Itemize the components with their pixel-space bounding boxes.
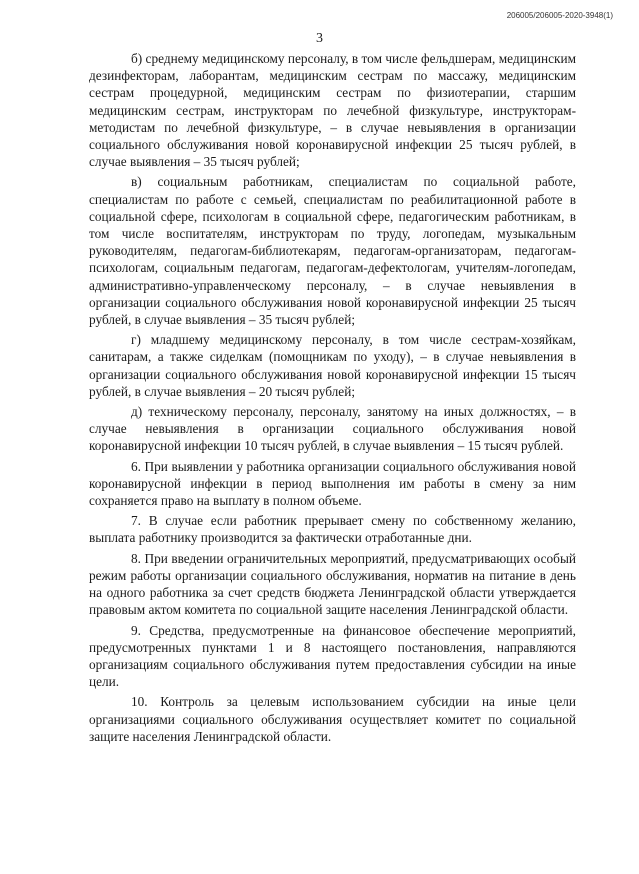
paragraph-b-medical-staff: б) среднему медицинскому персоналу, в том числе фельдшерам, медицинским дезинфекторам, лаборантам, медицинским сестрам по массажу, медицинским сестрам процедурной, медицинским сестрам по физиотерапии, старшим медицинским сестрам, инструкторам по лечебной физкультуре, инструкторам-методистам по лечебной физкультуре, – в случае невыявления в организации социального обслуживания новой коронавирусной инфекции 25 тысяч рублей, в случае выявления – 35 тысяч рублей; [89,51,576,170]
paragraph-v-social-workers: в) социальным работникам, специалистам по социальной работе, специалистам по работе с семьей, специалистам по реабилитационной работе в социальной сфере, психологам в социальной сфере, педагогическим работникам, в том числе воспитателям, инструкторам по труду, логопедам, музыкальным руководителям, педагогам-библиотекарям, педагогам-организаторам, педагогам-психологам, социальным педагогам, педагогам-дефектологам, учителям-логопедам, административно-управленческому персоналу, – в случае невыявления в организации социального обслуживания новой коронавирусной инфекции 25 тысяч рублей, в случае выявления – 35 тысяч рублей; [89,174,576,328]
page-number: 3 [316,31,323,46]
paragraph-g-junior-medical-staff: г) младшему медицинскому персоналу, в том числе сестрам-хозяйкам, санитарам, а также сиделкам (помощникам по уходу), – в случае невыявления в организации социального обслуживания новой коронавирусной инфекции 15 тысяч рублей, в случае выявления – 20 тысяч рублей; [89,332,576,399]
paragraph-6: 6. При выявлении у работника организации социального обслуживания новой коронавирусной инфекции в период выполнения им работы в смену за ним сохраняется право на выплату в полном объеме. [89,458,576,509]
paragraph-7: 7. В случае если работник прерывает смену по собственному желанию, выплата работнику производится за фактически отработанные дни. [89,513,576,546]
document-body [89,50,576,748]
paragraph-d-technical-staff: д) техническому персоналу, персоналу, занятому на иных должностях, – в случае невыявления в организации социального обслуживания новой коронавирусной инфекции 10 тысяч рублей, в случае выявления – 15 тысяч рублей. [89,404,576,454]
document-code: 206005/206005-2020-3948(1) [506,11,613,20]
paragraph-9: 9. Средства, предусмотренные на финансовое обеспечение мероприятий, предусмотренных пунктами 1 и 8 настоящего постановления, направляются организациям социального обслуживания путем предоставления субсидии на иные цели. [89,622,576,690]
paragraph-10: 10. Контроль за целевым использованием субсидии на иные цели организациями социального обслуживания осуществляет комитет по социальной защите населения Ленинградской области. [89,694,576,744]
paragraph-8: 8. При введении ограничительных мероприятий, предусматривающих особый режим работы организации социального обслуживания, норматив на питание в день на одного работника за счет средств бюджета Ленинградской области утверждается правовым актом комитета по социальной защите населения Ленинградской области. [89,550,576,618]
